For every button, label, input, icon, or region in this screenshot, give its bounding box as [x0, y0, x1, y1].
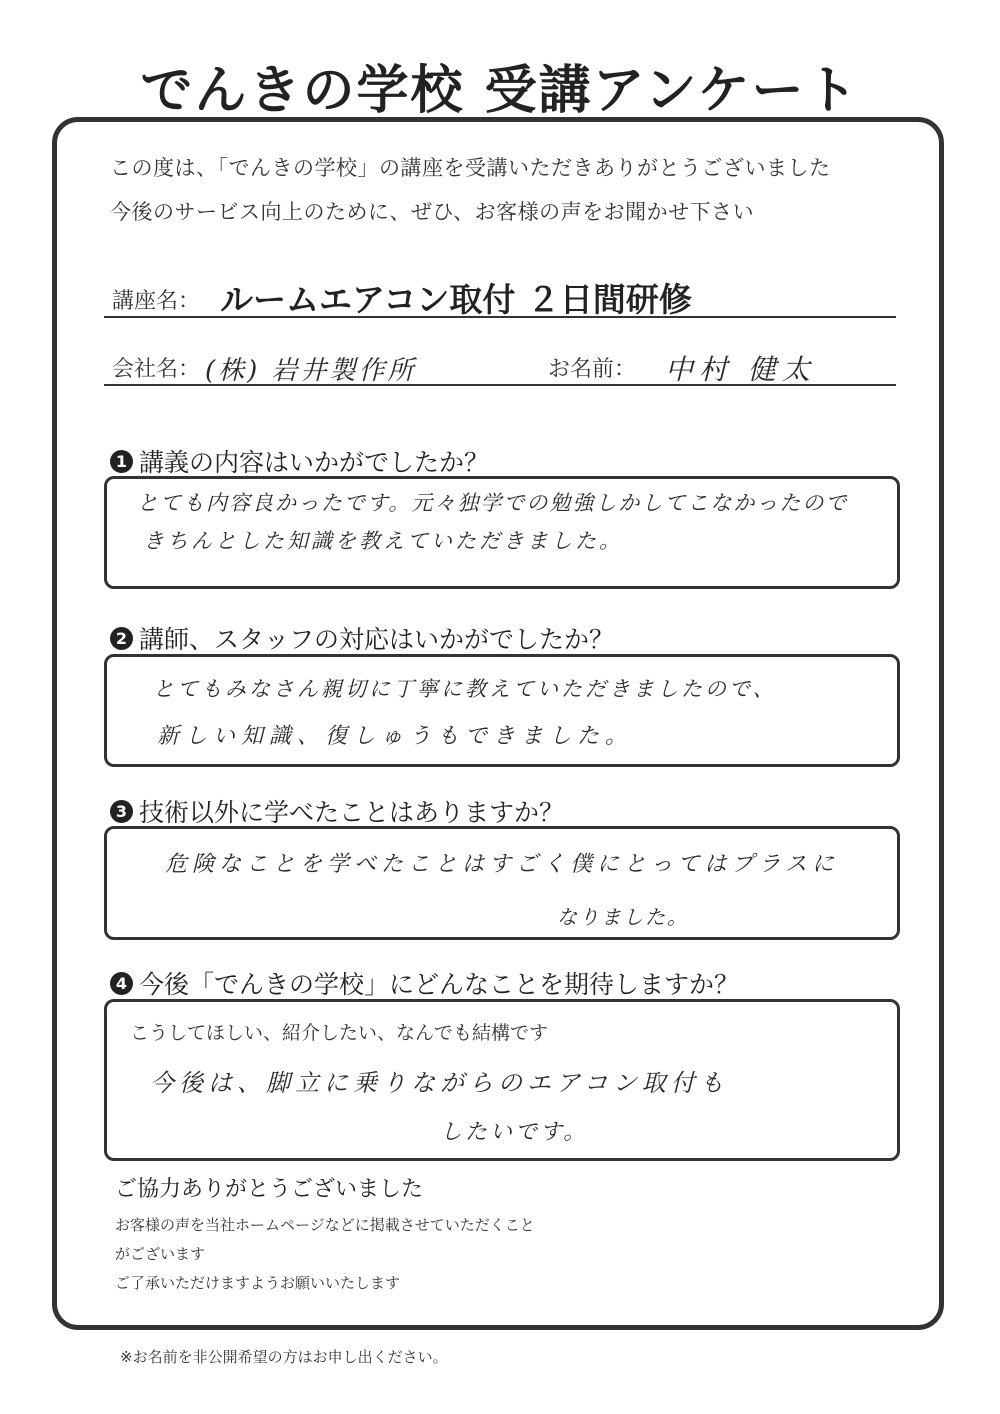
- answer-3-line-1: 危険なことを学べたことはすごく僕にとってはプラスに: [165, 852, 839, 877]
- question-3: [110, 793, 564, 829]
- question-number-icon: 4: [110, 972, 133, 995]
- intro-line-1: この度は、「でんきの学校」の講座を受講いただきありがとうございました: [110, 156, 831, 180]
- footer-note: ※お名前を非公開希望の方はお申し出ください。: [120, 1348, 448, 1366]
- answer-box-2[interactable]: [104, 654, 900, 767]
- answer-1-line-1: とても内容良かったです。元々独学での勉強しかしてこなかったので: [137, 491, 849, 515]
- company-label: 会社名：: [112, 357, 201, 382]
- note-line-1: お客様の声を当社ホームページなどに掲載させていただくこと: [115, 1216, 535, 1234]
- answer-2-line-2: 新しい知識、復しゅうもできました。: [157, 724, 634, 749]
- name-label: お名前：: [548, 357, 637, 382]
- course-label: 講座名：: [112, 289, 201, 314]
- question-number-icon: 2: [110, 627, 133, 650]
- question-2: [110, 620, 614, 656]
- question-4-hint: こうしてほしい、紹介したい、なんでも結構です: [130, 1022, 549, 1044]
- answer-box-1[interactable]: [104, 476, 900, 589]
- course-underline: [104, 316, 896, 318]
- note-line-3: ご了承いただけますようお願いいたします: [115, 1274, 401, 1292]
- question-1-text: 講義の内容はいかがでしたか？: [139, 448, 490, 477]
- question-number-icon: 3: [110, 800, 133, 823]
- answer-4-line-2: したいです。: [440, 1120, 589, 1145]
- page-title: でんきの学校 受講アンケート: [140, 61, 860, 121]
- company-value[interactable]: (株) 岩井製作所: [205, 356, 417, 386]
- question-number-icon: 1: [110, 450, 133, 473]
- answer-4-line-1: 今後は、脚立に乗りながらのエアコン取付も: [150, 1069, 729, 1097]
- question-4: [110, 965, 739, 1001]
- intro-line-2: 今後のサービス向上のために、ぜひ、お客様の声をお聞かせ下さい: [110, 200, 755, 224]
- name-underline: [104, 384, 896, 386]
- note-line-2: がございます: [115, 1245, 206, 1263]
- name-value[interactable]: 中村 健太: [665, 353, 816, 386]
- answer-1-line-2: きちんとした知識を教えていただきました。: [143, 529, 623, 553]
- thanks-message: ご協力ありがとうございました: [115, 1177, 424, 1202]
- answer-box-3[interactable]: [104, 826, 900, 940]
- answer-2-line-1: とてもみなさん親切に丁寧に教えていただきましたので、: [153, 677, 777, 701]
- answer-3-line-2: なりました。: [557, 905, 689, 929]
- question-3-text: 技術以外に学べたことはありますか？: [139, 798, 565, 827]
- course-value: ルームエアコン取付 ２日間研修: [220, 280, 692, 319]
- question-4-text: 今後「でんきの学校」にどんなことを期待しますか？: [139, 970, 740, 999]
- question-1: [110, 443, 489, 479]
- question-2-text: 講師、スタッフの対応はいかがでしたか？: [139, 625, 615, 654]
